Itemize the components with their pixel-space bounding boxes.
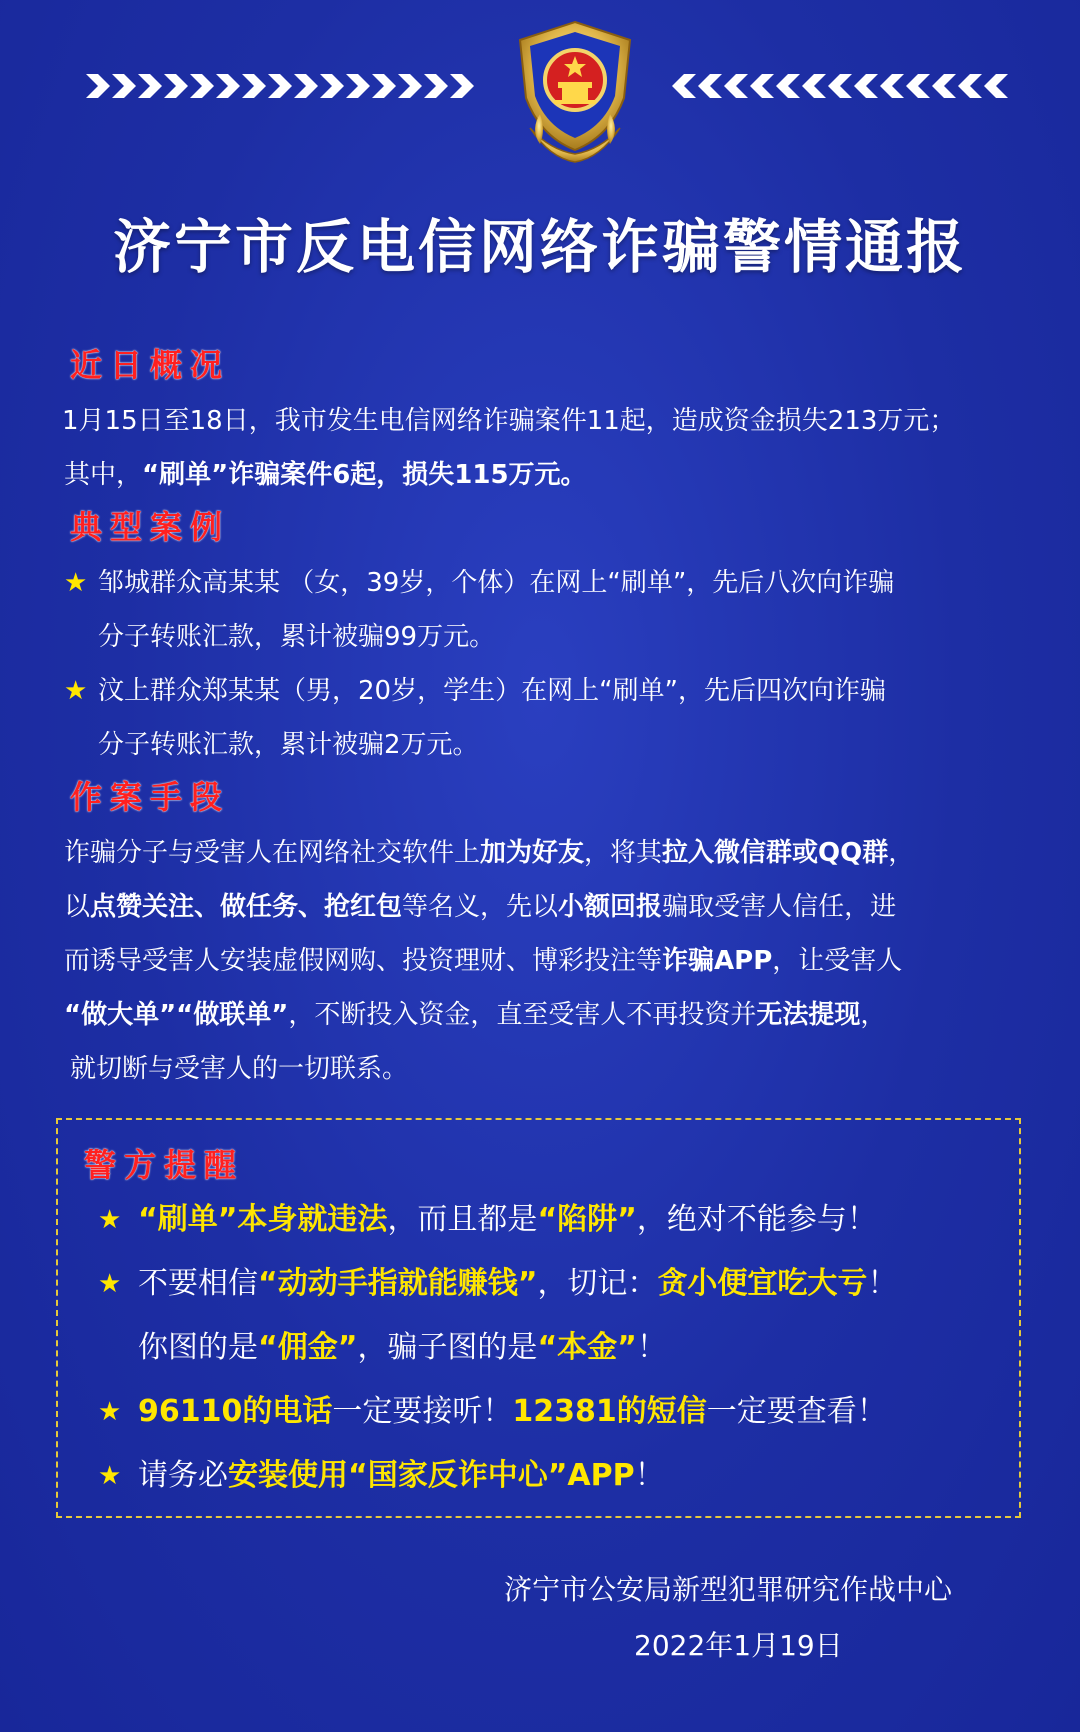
warning-text: ，绝对不能参与！: [636, 1202, 877, 1237]
overview-line-2: [64, 448, 1044, 502]
warning-highlight: 贪小便宜吃大亏: [657, 1266, 868, 1301]
star-icon: ★: [98, 1397, 122, 1427]
warning-text: ！: [867, 1266, 898, 1301]
case-item: [64, 664, 1044, 772]
method-line-4: [64, 988, 1044, 1042]
warning-highlight: “本金”: [537, 1330, 637, 1365]
method-bold: “做大单”“做联单”: [64, 1000, 289, 1030]
warning-highlight: “佣金”: [258, 1330, 358, 1365]
warning-highlight: 12381的短信: [512, 1394, 707, 1429]
section-method: [64, 772, 1044, 1096]
method-line-3: [64, 934, 1044, 988]
warning-text: 一定要接听！: [332, 1394, 513, 1429]
method-text: ，: [888, 838, 915, 868]
chevron-arrows-right-icon: [672, 66, 1012, 106]
warning-box: [56, 1118, 1021, 1518]
warning-text: ，而且都是: [387, 1202, 538, 1237]
case-item-line-1: 邹城群众高某某 （女，39岁，个体）在网上“刷单”，先后八次向诈骗: [98, 568, 895, 598]
overview-line-2-prefix: 其中，: [64, 460, 143, 490]
overview-line-2-bold: “刷单”诈骗案件6起，损失115万元。: [142, 460, 587, 490]
case-item-line-2: 分子转账汇款，累计被骗2万元。: [98, 730, 479, 760]
overview-line-1: 1月15日至18日，我市发生电信网络诈骗案件11起，造成资金损失213万元；: [62, 406, 956, 436]
star-icon: ★: [98, 1269, 122, 1299]
section-heading-method: 作案手段: [70, 778, 231, 816]
method-text: 等名义，先以: [402, 892, 559, 922]
warning-text: 请务必: [138, 1458, 228, 1493]
police-emblem-icon: [500, 18, 650, 168]
warning-highlight: “动动手指就能赚钱”: [258, 1266, 538, 1301]
warning-text: ，切记：: [537, 1266, 658, 1301]
method-text: ，将其: [584, 838, 663, 868]
method-text: 诈骗分子与受害人在网络社交软件上: [64, 838, 481, 868]
method-bold: 诈骗APP: [662, 946, 773, 976]
warning-highlight: 96110的电话: [138, 1394, 333, 1429]
method-bold: 小额回报: [558, 892, 663, 922]
warning-text: ！: [634, 1458, 665, 1493]
star-icon: ★: [98, 1461, 122, 1491]
warning-item: [98, 1252, 998, 1316]
star-icon: ★: [64, 676, 88, 706]
section-overview: [64, 340, 1044, 502]
warning-item: [98, 1444, 998, 1508]
warning-list: [98, 1188, 998, 1508]
case-item: [64, 556, 1044, 664]
warning-item: [98, 1380, 998, 1444]
method-text: 骗取受害人信任，进: [662, 892, 897, 922]
warning-item: [98, 1188, 998, 1252]
star-icon: ★: [64, 568, 88, 598]
method-bold: 点赞关注、做任务、抢红包: [90, 892, 403, 922]
header: [0, 0, 1080, 190]
method-bold: 加为好友: [480, 838, 585, 868]
star-icon: ★: [98, 1205, 122, 1235]
warning-text: ！: [636, 1330, 667, 1365]
chevron-arrows-left-icon: [86, 66, 476, 106]
method-line-5: [64, 1042, 1044, 1096]
issue-date: 2022年1月19日: [634, 1629, 843, 1662]
warning-text: 不要相信: [138, 1266, 258, 1301]
warning-text: ，骗子图的是: [357, 1330, 538, 1365]
warning-highlight: “刷单”本身就违法: [138, 1202, 388, 1237]
method-text: 以: [64, 892, 91, 922]
method-text: ，: [860, 1000, 887, 1030]
method-line-2: [64, 880, 1044, 934]
main-content: [64, 340, 1044, 1096]
method-text: 就切断与受害人的一切联系。: [70, 1054, 409, 1084]
section-heading-warning: 警方提醒: [84, 1146, 245, 1184]
warning-highlight: “陷阱”: [537, 1202, 637, 1237]
case-item-line-1: 汶上群众郑某某（男，20岁，学生）在网上“刷单”，先后四次向诈骗: [98, 676, 887, 706]
warning-text: 一定要查看！: [706, 1394, 887, 1429]
issuer-organization: 济宁市公安局新型犯罪研究作战中心: [504, 1573, 953, 1606]
section-heading-overview: 近日概况: [70, 346, 231, 384]
warning-item-continued: [98, 1316, 998, 1380]
method-text: ，不断投入资金，直至受害人不再投资并: [288, 1000, 757, 1030]
method-line-1: [64, 826, 1044, 880]
section-heading-cases: 典型案例: [70, 508, 231, 546]
case-item-line-2: 分子转账汇款，累计被骗99万元。: [98, 622, 496, 652]
section-cases: [64, 502, 1044, 772]
method-text: 而诱导受害人安装虚假网购、投资理财、博彩投注等: [64, 946, 663, 976]
warning-highlight: 安装使用“国家反诈中心”APP: [228, 1458, 635, 1493]
warning-text: 你图的是: [138, 1330, 258, 1365]
method-text: ，让受害人: [772, 946, 903, 976]
method-bold: 拉入微信群或QQ群: [662, 838, 889, 868]
page-title: 济宁市反电信网络诈骗警情通报: [112, 213, 967, 281]
method-bold: 无法提现: [756, 1000, 861, 1030]
